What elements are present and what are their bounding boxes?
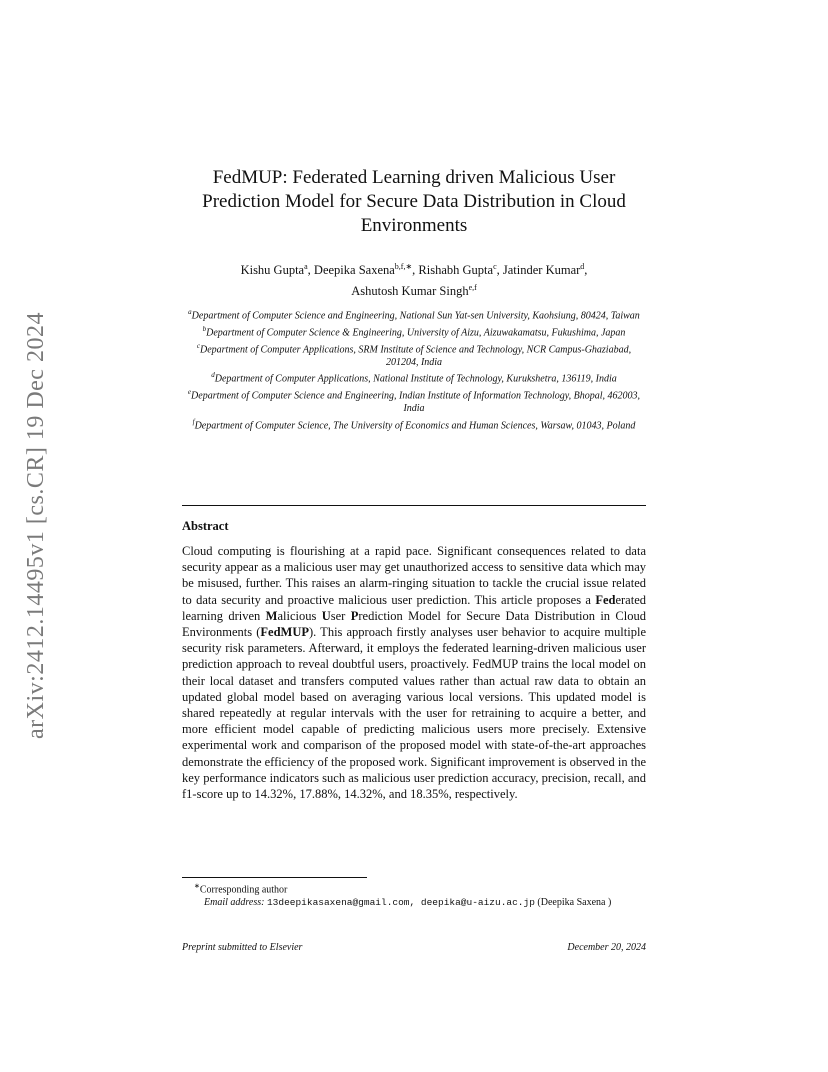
abstract-heading: Abstract xyxy=(182,519,229,533)
affiliation-mark: e xyxy=(187,388,192,397)
affiliation xyxy=(182,340,646,370)
abstract-body: Cloud computing is flourishing at a rapid pace. Significant consequences related to data security appear as a malicious user may get unauthorized access to sensitive data which may be misused, further. This raises an alarm-ringing situation to tackle the crucial issue related to data security and proactive malicious user prediction. This article proposes a Federated learning driven Malicious User Prediction Model for Secure Data Distribution in Cloud Environments (FedMUP). This approach firstly analyses user behavior to acquire multiple security risk parameters. Afterward, it employs the federated learning-driven malicious user prediction approach to reveal doubtful users, proactively. FedMUP trains the local model on their local dataset and transfers computed values rather than actual raw data to obtain an updated global model based on averaging various local versions. This updated model is shared repeatedly at regular intervals with the user for retraining to acquire a better, and more efficient model capable of predicting malicious users more precisely. Extensive experimental work and comparison of the proposed model with state-of-the-art approaches demonstrate the efficiency of the proposed work. Significant improvement is observed in the key performance indicators such as malicious user prediction accuracy, precision, recall, and f1-score up to 14.32%, 17.88%, 14.32%, and 18.35%, respectively. xyxy=(182,544,646,802)
author-affiliation-mark: b,f,∗ xyxy=(394,262,413,271)
affiliation-mark: b xyxy=(202,324,207,333)
email-owner: (Deepika Saxena ) xyxy=(537,897,612,909)
affiliation-text: Department of Computer Science and Engineering, Indian Institute of Information Technology, Bhopal, 462003, India xyxy=(191,390,641,415)
affiliation-list xyxy=(182,306,646,433)
paper-title xyxy=(182,166,646,238)
email-label: Email address: xyxy=(204,897,265,909)
affiliation-text: Department of Computer Applications, SRM Institute of Science and Technology, NCR Campus-Ghaziabad, 201204, India xyxy=(200,344,632,368)
author-affiliation-mark: d xyxy=(580,262,585,271)
affiliation xyxy=(182,416,646,433)
preprint-date: December 20, 2024 xyxy=(567,942,646,953)
footnote-mark: ∗ xyxy=(194,882,200,890)
title-line: Prediction Model for Secure Data Distribution in Cloud xyxy=(202,191,626,212)
author-name: Deepika Saxena xyxy=(313,263,395,278)
title-line: Environments xyxy=(360,215,468,236)
corresponding-author-note: ∗Corresponding author xyxy=(194,882,288,896)
author-name: Rishabh Gupta xyxy=(418,263,494,278)
preprint-note: Preprint submitted to Elsevier xyxy=(182,942,303,953)
author-affiliation-mark: a xyxy=(304,262,308,271)
author-list: Kishu Gupta$^a$, Deepika Saxena$^{b,f,∗}$, Rishabh Gupta$^c$, Jatinder Kumar$^d$, Ashutosh Kumar Singh$^{e,f}$ xyxy=(240,262,588,299)
author-affiliation-mark: c xyxy=(493,262,497,271)
footnotes xyxy=(182,880,646,909)
affiliation-text: Department of Computer Science & Engineering, University of Aizu, Aizuwakamatsu, Fukushima, Japan xyxy=(206,327,626,339)
footnote-rule xyxy=(182,877,367,878)
affiliation-text: Department of Computer Applications, National Institute of Technology, Kurukshetra, 136119, India xyxy=(214,373,617,385)
affiliation-mark: f xyxy=(192,417,195,426)
affiliation-text: Department of Computer Science, The University of Economics and Human Sciences, Warsaw, 01043, Poland xyxy=(194,420,636,432)
affiliation-mark: a xyxy=(188,308,192,316)
arxiv-identifier-text: arXiv:2412.14495v1 [cs.CR] 19 Dec 2024 xyxy=(22,311,49,739)
arxiv-identifier-stamp xyxy=(22,285,50,765)
affiliation xyxy=(182,323,646,340)
affiliation-text: Department of Computer Science and Engineering, National Sun Yat-sen University, Kaohsiung, 80424, Taiwan xyxy=(191,310,640,322)
author-affiliation-mark: e,f xyxy=(468,283,477,293)
affiliation-mark: d xyxy=(211,371,215,380)
page-footer xyxy=(182,942,646,953)
affiliation xyxy=(182,386,646,416)
email-note xyxy=(204,896,646,909)
author-name: Jatinder Kumar xyxy=(502,263,581,278)
abstract-top-rule xyxy=(182,505,646,506)
affiliation-mark: c xyxy=(196,341,200,350)
affiliation xyxy=(182,369,646,386)
title-line: FedMUP: Federated Learning driven Malicious User xyxy=(212,167,616,188)
author-name: Kishu Gupta xyxy=(240,263,305,278)
affiliation xyxy=(182,306,646,323)
email-addresses[interactable]: 13deepikasaxena@gmail.com, deepika@u-aizu.ac.jp xyxy=(266,897,535,909)
author-name: Ashutosh Kumar Singh xyxy=(351,284,469,299)
